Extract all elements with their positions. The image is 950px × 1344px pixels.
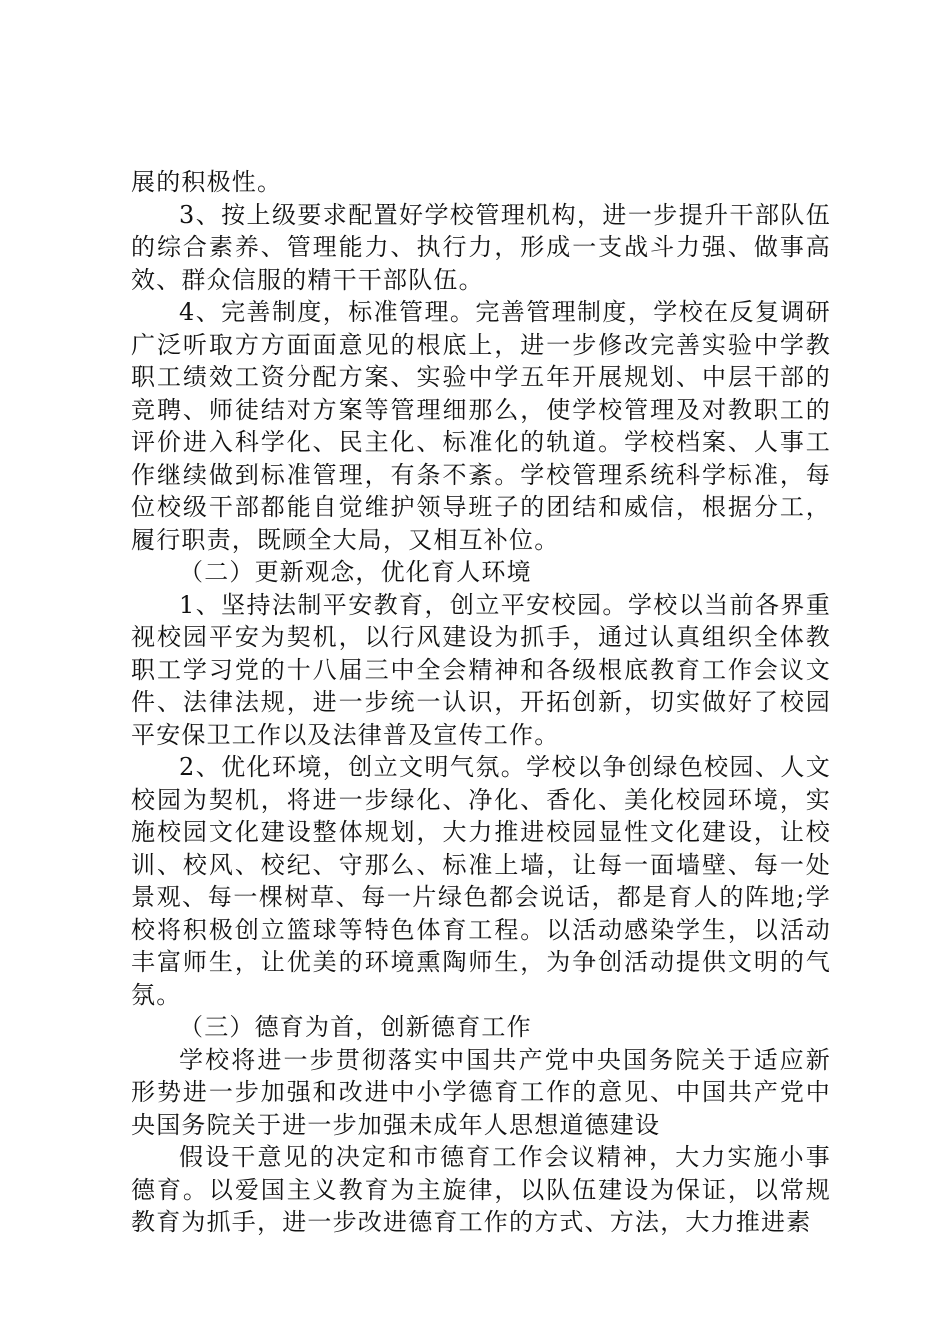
section-heading-2: （二）更新观念，优化育人环境 <box>179 558 532 586</box>
paragraph-continuation: 展的积极性。 <box>131 168 283 196</box>
paragraph-section2-item-1: 1、坚持法制平安教育，创立平安校园。学校以当前各界重视校园平安为契机，以行风建设为抓手，通过认真组织全体教职工学习党的十八届三中全会精神和各级根底教育工作会议文件、法律法规，进一步统一认识，开拓创新，切实做好了校园平安保卫工作以及法律普及宣传工作。 <box>131 590 831 749</box>
section-heading-3: （三）德育为首，创新德育工作 <box>179 1013 532 1041</box>
paragraph-item-4: 4、完善制度，标准管理。完善管理制度，学校在反复调研广泛听取方方面面意见的根底上，进一步修改完善实验中学教职工绩效工资分配方案、实验中学五年开展规划、中层干部的竞聘、师徒结对方案等管理细那么，使学校管理及对教职工的评价进入科学化、民主化、标准化的轨道。学校档案、人事工作继续做到标准管理，有条不紊。学校管理系统科学标准，每位校级干部都能自觉维护领导班子的团结和威信，根据分工，履行职责，既顾全大局，又相互补位。 <box>131 298 831 554</box>
paragraph-section3-intro: 学校将进一步贯彻落实中国共产党中央国务院关于适应新形势进一步加强和改进中小学德育工作的意见、中国共产党中央国务院关于进一步加强未成年人思想道德建设 <box>131 1045 831 1139</box>
paragraph-section2-item-2: 2、优化环境，创立文明气氛。学校以争创绿色校园、人文校园为契机，将进一步绿化、净化、香化、美化校园环境，实施校园文化建设整体规划，大力推进校园显性文化建设，让校训、校风、校纪、守那么、标准上墙，让每一面墙壁、每一处景观、每一棵树草、每一片绿色都会说话，都是育人的阵地;学校将积极创立篮球等特色体育工程。以活动感染学生，以活动丰富师生，让优美的环境熏陶师生，为争创活动提供文明的气氛。 <box>131 753 831 1009</box>
document-body <box>131 166 831 1239</box>
paragraph-item-3: 3、按上级要求配置好学校管理机构，进一步提升干部队伍的综合素养、管理能力、执行力，形成一支战斗力强、做事高效、群众信服的精干干部队伍。 <box>131 200 831 294</box>
paragraph-section3-continued: 假设干意见的决定和市德育工作会议精神，大力实施小事德育。以爱国主义教育为主旋律，以队伍建设为保证，以常规教育为抓手，进一步改进德育工作的方式、方法，大力推进素 <box>131 1143 831 1236</box>
